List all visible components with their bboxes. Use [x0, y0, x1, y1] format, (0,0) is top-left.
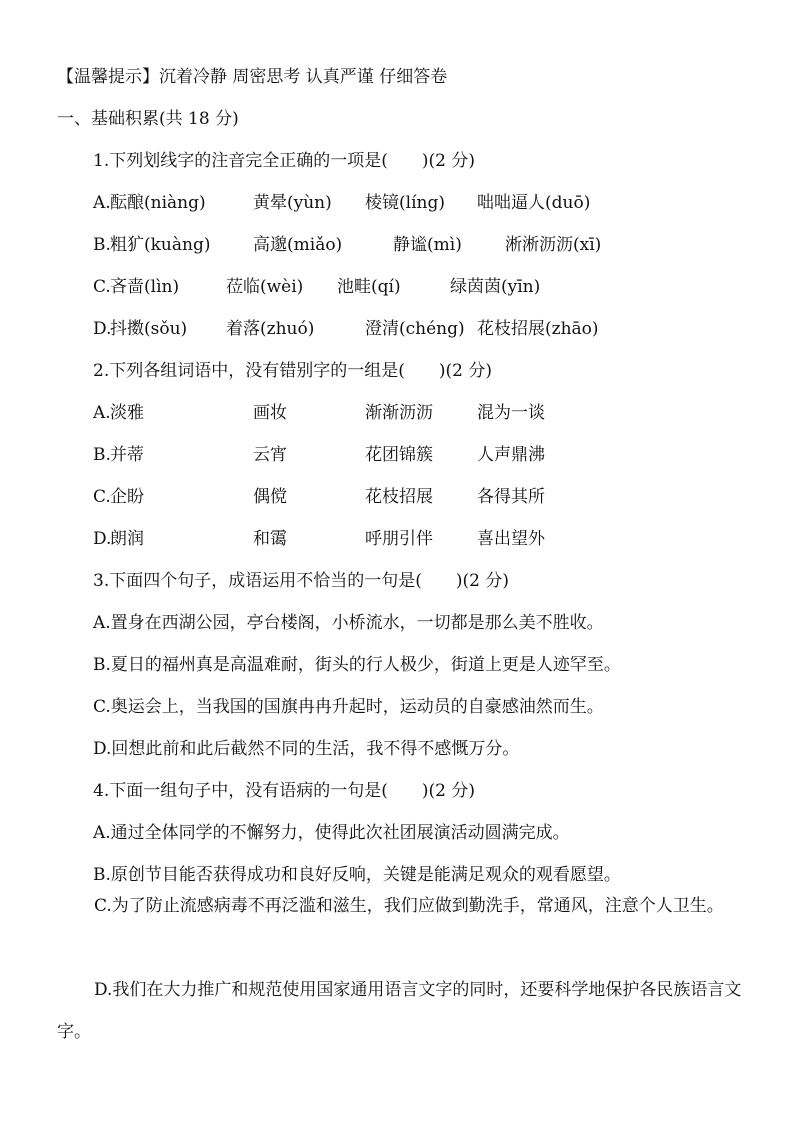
- option-item: 喜出望外: [477, 529, 545, 549]
- option-item: 粗犷(kuàng): [110, 235, 211, 255]
- option-item: 黄晕(yùn): [253, 193, 332, 213]
- option-label: D.: [93, 319, 112, 339]
- option-item: 混为一谈: [477, 403, 545, 423]
- option-item: 花枝招展(zhāo): [477, 319, 599, 339]
- option-item: 画妆: [253, 403, 287, 423]
- q4-option-b: B.原创节目能否获得成功和良好反响，关键是能满足观众的观看愿望。: [93, 865, 621, 885]
- q4-option-a: A.通过全体同学的不懈努力，使得此次社团展演活动圆满完成。: [93, 823, 570, 843]
- option-item: 花团锦簇: [365, 445, 433, 465]
- option-item: 呼朋引伴: [365, 529, 433, 549]
- option-label: A.: [93, 403, 111, 423]
- question-1-stem: 1.下列划线字的注音完全正确的一项是( )(2 分): [93, 151, 475, 171]
- option-item: 朗润: [110, 529, 144, 549]
- option-item: 吝啬(lìn): [110, 277, 180, 297]
- option-item: 绿茵茵(yīn): [450, 277, 541, 297]
- option-item: 渐渐沥沥: [365, 403, 433, 423]
- option-item: 淡雅: [110, 403, 144, 423]
- option-item: 澄清(chéng): [365, 319, 465, 339]
- section-heading: 一、基础积累(共 18 分): [57, 109, 239, 129]
- q4-option-d-text: D.我们在大力推广和规范使用国家通用语言文字的同时，还要科学地保护各民族语言文字。: [57, 980, 742, 1042]
- option-item: 人声鼎沸: [477, 445, 545, 465]
- q4-option-c: [57, 885, 747, 927]
- q4-option-c-text: C.为了防止流感病毒不再泛滥和滋生，我们应做到勤洗手，常通风，注意个人卫生。: [94, 896, 724, 916]
- q4-option-d: [57, 969, 747, 1053]
- option-item: 着落(zhuó): [226, 319, 315, 339]
- option-label: B.: [93, 445, 111, 465]
- option-item: 咄咄逼人(duō): [477, 193, 591, 213]
- option-label: B.: [93, 235, 111, 255]
- option-item: 高邈(miǎo): [253, 235, 343, 255]
- option-item: 抖擞(sǒu): [110, 319, 188, 339]
- option-item: 池畦(qí): [337, 277, 401, 297]
- option-item: 静谧(mì): [393, 235, 462, 255]
- q3-option-a: A.置身在西湖公园，亭台楼阁，小桥流水，一切都是那么美不胜收。: [93, 613, 604, 633]
- option-label: C.: [93, 277, 111, 297]
- option-item: 各得其所: [477, 487, 545, 507]
- question-4-stem: 4.下面一组句子中，没有语病的一句是( )(2 分): [93, 781, 475, 801]
- option-label: A.: [93, 193, 111, 213]
- q3-option-b: B.夏日的福州真是高温难耐，街头的行人极少，街道上更是人迹罕至。: [93, 655, 621, 675]
- option-item: 偶傥: [253, 487, 287, 507]
- option-item: 云宵: [253, 445, 287, 465]
- option-item: 莅临(wèi): [226, 277, 304, 297]
- q3-option-c: C.奥运会上，当我国的国旗冉冉升起时，运动员的自豪感油然而生。: [93, 697, 604, 717]
- option-item: 花枝招展: [365, 487, 433, 507]
- q3-option-d: D.回想此前和此后截然不同的生活，我不得不感慨万分。: [93, 739, 520, 759]
- option-label: D.: [93, 529, 112, 549]
- question-2-stem: 2.下列各组词语中，没有错别字的一组是( )(2 分): [93, 361, 492, 381]
- option-item: 酝酿(niàng): [110, 193, 206, 213]
- option-item: 和霭: [253, 529, 287, 549]
- option-item: 淅淅沥沥(xī): [505, 235, 602, 255]
- question-3-stem: 3.下面四个句子，成语运用不恰当的一句是( )(2 分): [93, 571, 509, 591]
- option-item: 企盼: [110, 487, 144, 507]
- option-item: 并蒂: [110, 445, 144, 465]
- option-label: C.: [93, 487, 111, 507]
- option-item: 棱镜(líng): [365, 193, 445, 213]
- tip-line: 【温馨提示】沉着冷静 周密思考 认真严谨 仔细答卷: [57, 67, 448, 87]
